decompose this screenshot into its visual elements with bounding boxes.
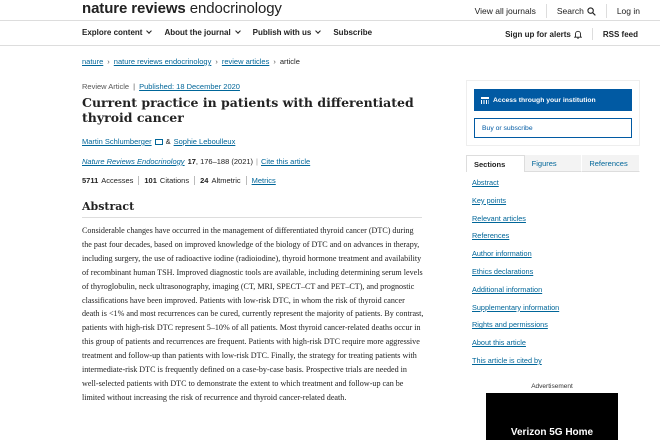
citations-count: 101 — [144, 176, 157, 185]
publish-label: Publish with us — [252, 28, 312, 37]
buy-subscribe-button[interactable]: Buy or subscribe — [474, 118, 632, 138]
header-divider — [0, 20, 660, 21]
sections-list — [472, 178, 559, 374]
top-header — [0, 0, 660, 20]
search-button[interactable] — [547, 6, 606, 16]
chevron-down-icon — [235, 28, 241, 34]
article-title: Current practice in patients with differentiated thyroid cancer — [82, 95, 414, 125]
chevron-down-icon — [316, 28, 322, 34]
advertisement-label: Advertisement — [531, 383, 573, 390]
search-label: Search — [556, 6, 584, 16]
breadcrumb-review-articles[interactable]: review articles — [221, 57, 270, 66]
nav-divider — [0, 45, 660, 46]
institution-access-label: Access through your institution — [493, 96, 596, 104]
explore-label: Explore content — [82, 28, 143, 37]
main-nav — [0, 26, 660, 42]
author-link[interactable]: Sophie Leboulleux — [173, 137, 236, 146]
sidebar-tabs — [466, 155, 640, 172]
breadcrumb-current: article — [279, 57, 300, 66]
email-icon[interactable] — [155, 139, 163, 145]
signup-label: Sign up for alerts — [505, 29, 571, 39]
metrics-link[interactable]: Metrics — [251, 176, 276, 185]
citation-line — [82, 157, 310, 166]
author-link[interactable]: Martin Schlumberger — [82, 137, 152, 146]
logo-light-text: endocrinology — [189, 0, 282, 17]
rss-feed-link[interactable]: RSS feed — [602, 29, 638, 39]
advertisement-banner[interactable] — [486, 393, 618, 440]
section-link-references[interactable]: References — [472, 231, 510, 241]
breadcrumb-separator: › — [273, 57, 276, 66]
section-link-relevant-articles[interactable]: Relevant articles — [472, 213, 526, 223]
accesses-count: 5711 — [82, 176, 99, 185]
ad-text: Verizon 5G Home — [510, 427, 594, 438]
explore-content-menu[interactable] — [82, 28, 151, 37]
about-journal-menu[interactable] — [164, 28, 239, 37]
tab-references[interactable]: References — [582, 155, 640, 172]
authors — [82, 137, 235, 146]
breadcrumb-separator: › — [107, 57, 110, 66]
breadcrumb-separator: › — [215, 57, 218, 66]
article-meta — [82, 82, 240, 91]
divider — [246, 176, 247, 185]
search-icon — [587, 7, 596, 16]
section-link-ethics[interactable]: Ethics declarations — [472, 266, 534, 276]
journal-logo[interactable] — [82, 0, 282, 17]
abstract-heading: Abstract — [82, 200, 135, 213]
logo-bold-text: nature reviews — [82, 0, 186, 17]
tab-figures[interactable]: Figures — [525, 155, 583, 172]
section-link-cited-by[interactable]: This article is cited by — [472, 355, 542, 365]
section-link-abstract[interactable]: Abstract — [472, 178, 499, 187]
pages: , 176–188 (2021) — [195, 157, 254, 166]
section-link-supplementary[interactable]: Supplementary information — [472, 302, 560, 312]
divider — [592, 28, 593, 40]
login-link[interactable]: Log in — [616, 6, 640, 16]
journal-link[interactable]: Nature Reviews Endocrinology — [82, 157, 185, 166]
alerts-signup-link[interactable] — [505, 30, 582, 39]
volume: 17 — [187, 157, 196, 166]
tab-sections[interactable]: Sections — [466, 155, 525, 172]
divider — [194, 176, 195, 185]
published-date-link[interactable]: Published: 18 December 2020 — [139, 82, 240, 91]
institution-access-button[interactable] — [474, 89, 632, 111]
abstract-divider — [82, 217, 422, 218]
cite-article-link[interactable]: Cite this article — [261, 157, 311, 166]
breadcrumb — [82, 57, 300, 66]
publish-menu[interactable] — [253, 28, 321, 37]
article-type: Review Article — [82, 82, 130, 91]
about-label: About the journal — [164, 28, 231, 37]
top-links — [465, 4, 640, 18]
article-metrics — [82, 176, 276, 185]
breadcrumb-journal[interactable]: nature reviews endocrinology — [113, 57, 212, 66]
section-link-author-information[interactable]: Author information — [472, 249, 532, 259]
institution-icon — [481, 97, 489, 104]
breadcrumb-nature[interactable]: nature — [82, 57, 104, 66]
abstract-text: Considerable changes have occurred in the management of differentiated thyroid cancer (DTC) during the past four decades, based on improved knowledge of the biology of DTC and on advances in therapy, including surgery, the use of radioactive iodine (radioiodine), thyroid hormone treatment and availability of recombinant human TSH. Improved diagnostic tools are available, including determining serum levels of thyroglobulin, neck ultrasonography, imaging (CT, MRI, SPECT–CT and PET–CT), and prognostic classifications have been improved. Patients with low-risk DTC, in whom the risk of thyroid cancer death is <1% and most recurrences can be cured, currently represent the majority of patients. By contrast, patients with high-risk DTC represent 5–10% of all patients. Most thyroid cancer-related deaths occur in this group of patients and recurrences are frequent. Patients with high-risk DTC require more aggressive treatment and follow-up than patients with low-risk DTC. Finally, the strategy for treating patients with intermediate-risk DTC is frequently defined on a case-by-case basis. Prospective trials are needed in well-selected patients with DTC to demonstrate the extent to which treatment and follow-up can be limited without increasing the risk of recurrence and thyroid cancer-related death. — [82, 226, 424, 402]
section-link-additional-info[interactable]: Additional information — [472, 284, 543, 294]
section-link-rights[interactable]: Rights and permissions — [472, 320, 548, 330]
bell-icon — [574, 30, 582, 39]
altmetric-count: 24 — [200, 176, 209, 185]
citations-label: Citations — [159, 176, 190, 185]
meta-separator: | — [133, 82, 136, 91]
section-link-key-points[interactable]: Key points — [472, 195, 507, 205]
subscribe-link[interactable]: Subscribe — [333, 28, 373, 37]
chevron-down-icon — [147, 28, 153, 34]
author-conjunction: & — [165, 137, 171, 146]
divider — [138, 176, 139, 185]
citation-separator: | — [256, 157, 258, 166]
altmetric-label: Altmetric — [211, 176, 241, 185]
view-all-journals-link[interactable]: View all journals — [474, 6, 536, 16]
section-link-about-article[interactable]: About this article — [472, 338, 526, 348]
accesses-label: Accesses — [101, 176, 134, 185]
